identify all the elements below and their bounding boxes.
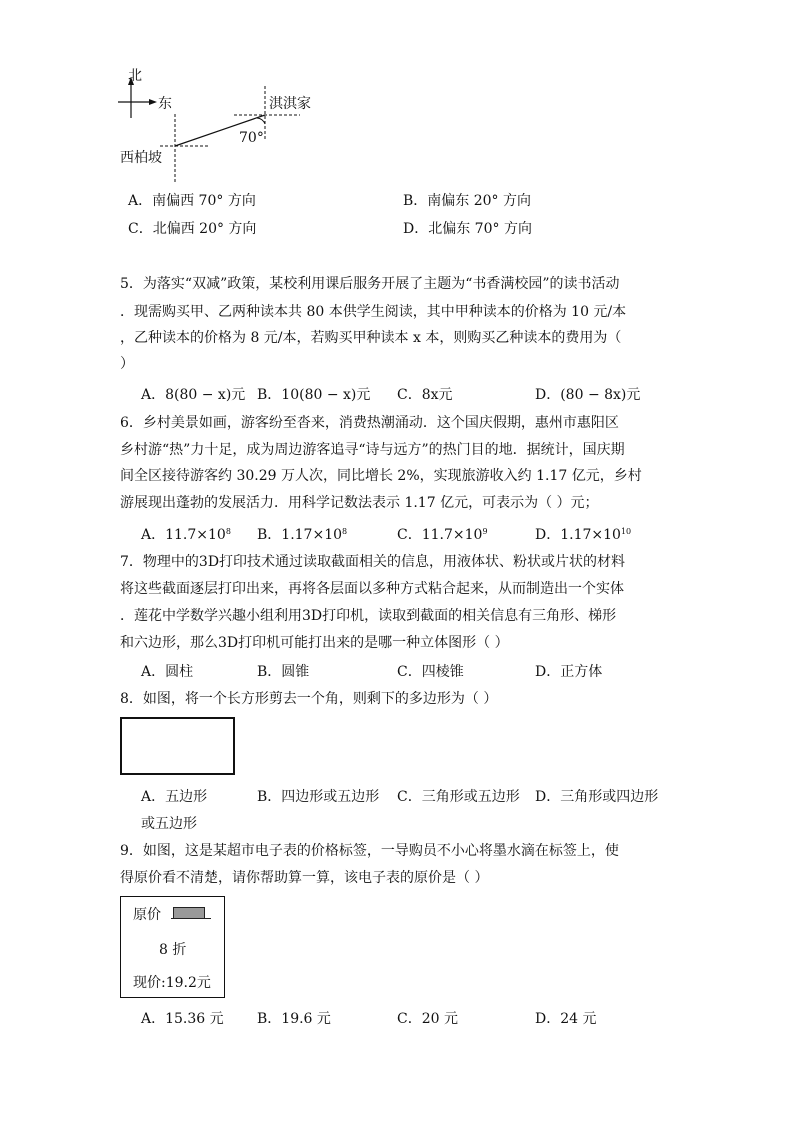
q7-option-d[interactable]: D．正方体 (535, 664, 603, 680)
east-arrow-icon (149, 99, 157, 105)
q8-option-d[interactable]: D．三角形或四边形 (535, 789, 659, 805)
q7-option-a[interactable]: A．圆柱 (141, 664, 194, 680)
angle-label: 70° (239, 130, 264, 146)
dest-label: 淇淇家 (269, 96, 311, 112)
q4-option-a[interactable]: A．南偏西 70° 方向 (128, 193, 256, 209)
original-price-label: 原价 (133, 907, 161, 923)
q5-stem-line-3: ，乙种读本的价格为 8 元/本，若购买甲种读本 x 本，则购买乙种读本的费用为（ (120, 330, 622, 346)
q8-option-a[interactable]: A．五边形 (141, 789, 208, 805)
q6-stem-line-1: 6．乡村美景如画，游客纷至沓来，消费热潮涌动．这个国庆假期，惠州市惠阳区 (120, 415, 619, 431)
q6-stem-line-4: 游展现出蓬勃的发展活力．用科学记数法表示 1.17 亿元，可表示为（ ）元； (120, 495, 599, 511)
price-tag (120, 896, 225, 998)
q5-option-c[interactable]: C．8x元 (397, 387, 453, 403)
q9-option-b[interactable]: B．19.6 元 (257, 1011, 331, 1027)
q7-option-b[interactable]: B．圆锥 (257, 664, 310, 680)
q4-option-c[interactable]: C．北偏西 20° 方向 (128, 221, 257, 237)
direction-diagram (110, 60, 330, 190)
q5-stem-line-1: 5．为落实“双减”政策，某校利用课后服务开展了主题为“书香满校园”的读书活动 (120, 276, 620, 292)
ink-underline (171, 918, 211, 919)
q7-option-c[interactable]: C．四棱锥 (397, 664, 464, 680)
q5-option-b[interactable]: B．10(80 − x)元 (257, 387, 371, 403)
q4-option-b[interactable]: B．南偏东 20° 方向 (403, 193, 532, 209)
q7-stem-line-1: 7．物理中的3D打印技术通过读取截面相关的信息，用液体状、粉状或片状的材料 (120, 554, 626, 570)
q9-option-a[interactable]: A．15.36 元 (141, 1011, 224, 1027)
discount-label: 8 折 (159, 942, 187, 958)
q8-option-c[interactable]: C．三角形或五边形 (397, 789, 520, 805)
q6-option-a[interactable]: A．$11.7\times 10^8$ (141, 527, 231, 543)
q7-stem-line-2: 将这些截面逐层打印出来，再将各层面以多种方式粘合起来，从而制造出一个实体 (120, 581, 624, 597)
q7-stem-line-4: 和六边形，那么3D打印机可能打出来的是哪一种立体图形（ ） (120, 635, 509, 651)
q9-stem-line-1: 9．如图，这是某超市电子表的价格标签，一导购员不小心将墨水滴在标签上，使 (120, 843, 619, 859)
q6-option-b[interactable]: B．$1.17\times 10^8$ (257, 527, 348, 543)
q5-option-d[interactable]: D．(80 − 8x)元 (535, 387, 641, 403)
current-price-label: 现价:19.2元 (133, 975, 211, 991)
q9-option-c[interactable]: C．20 元 (397, 1011, 458, 1027)
q9-option-d[interactable]: D．24 元 (535, 1011, 597, 1027)
q6-stem-line-2: 乡村游“热”力十足，成为周边游客追寻“诗与远方”的热门目的地．据统计，国庆期 (120, 442, 625, 458)
q5-option-a[interactable]: A．8(80 − x)元 (141, 387, 246, 403)
q5-stem-line-4: ） (120, 356, 134, 372)
q5-stem-line-2: ．现需购买甲、乙两种读本共 80 本供学生阅读，其中甲种读本的价格为 10 元/本 (120, 304, 627, 320)
q8-option-b[interactable]: B．四边形或五边形 (257, 789, 380, 805)
north-label: 北 (128, 68, 142, 84)
q6-option-d[interactable]: D．$1.17\times 10^{10}$ (535, 527, 632, 543)
q4-option-d[interactable]: D．北偏东 70° 方向 (403, 221, 532, 237)
q6-stem-line-3: 间全区接待游客约 30.29 万人次，同比增长 2%，实现旅游收入约 1.17 亿元，乡村 (120, 468, 642, 484)
q7-stem-line-3: ．莲花中学数学兴趣小组利用3D打印机，读取到截面的相关信息有三角形、梯形 (120, 608, 617, 624)
rectangle-figure (120, 717, 235, 775)
q8-stem: 8．如图，将一个长方形剪去一个角，则剩下的多边形为（ ） (120, 691, 498, 707)
angle-arc (257, 118, 265, 124)
east-label: 东 (158, 96, 172, 112)
origin-label: 西柏坡 (120, 150, 162, 166)
q9-stem-line-2: 得原价看不清楚，请你帮助算一算，该电子表的原价是（ ） (120, 870, 489, 886)
q8-option-d-continued: 或五边形 (141, 816, 197, 832)
q6-option-c[interactable]: C．$11.7\times 10^9$ (397, 527, 488, 543)
